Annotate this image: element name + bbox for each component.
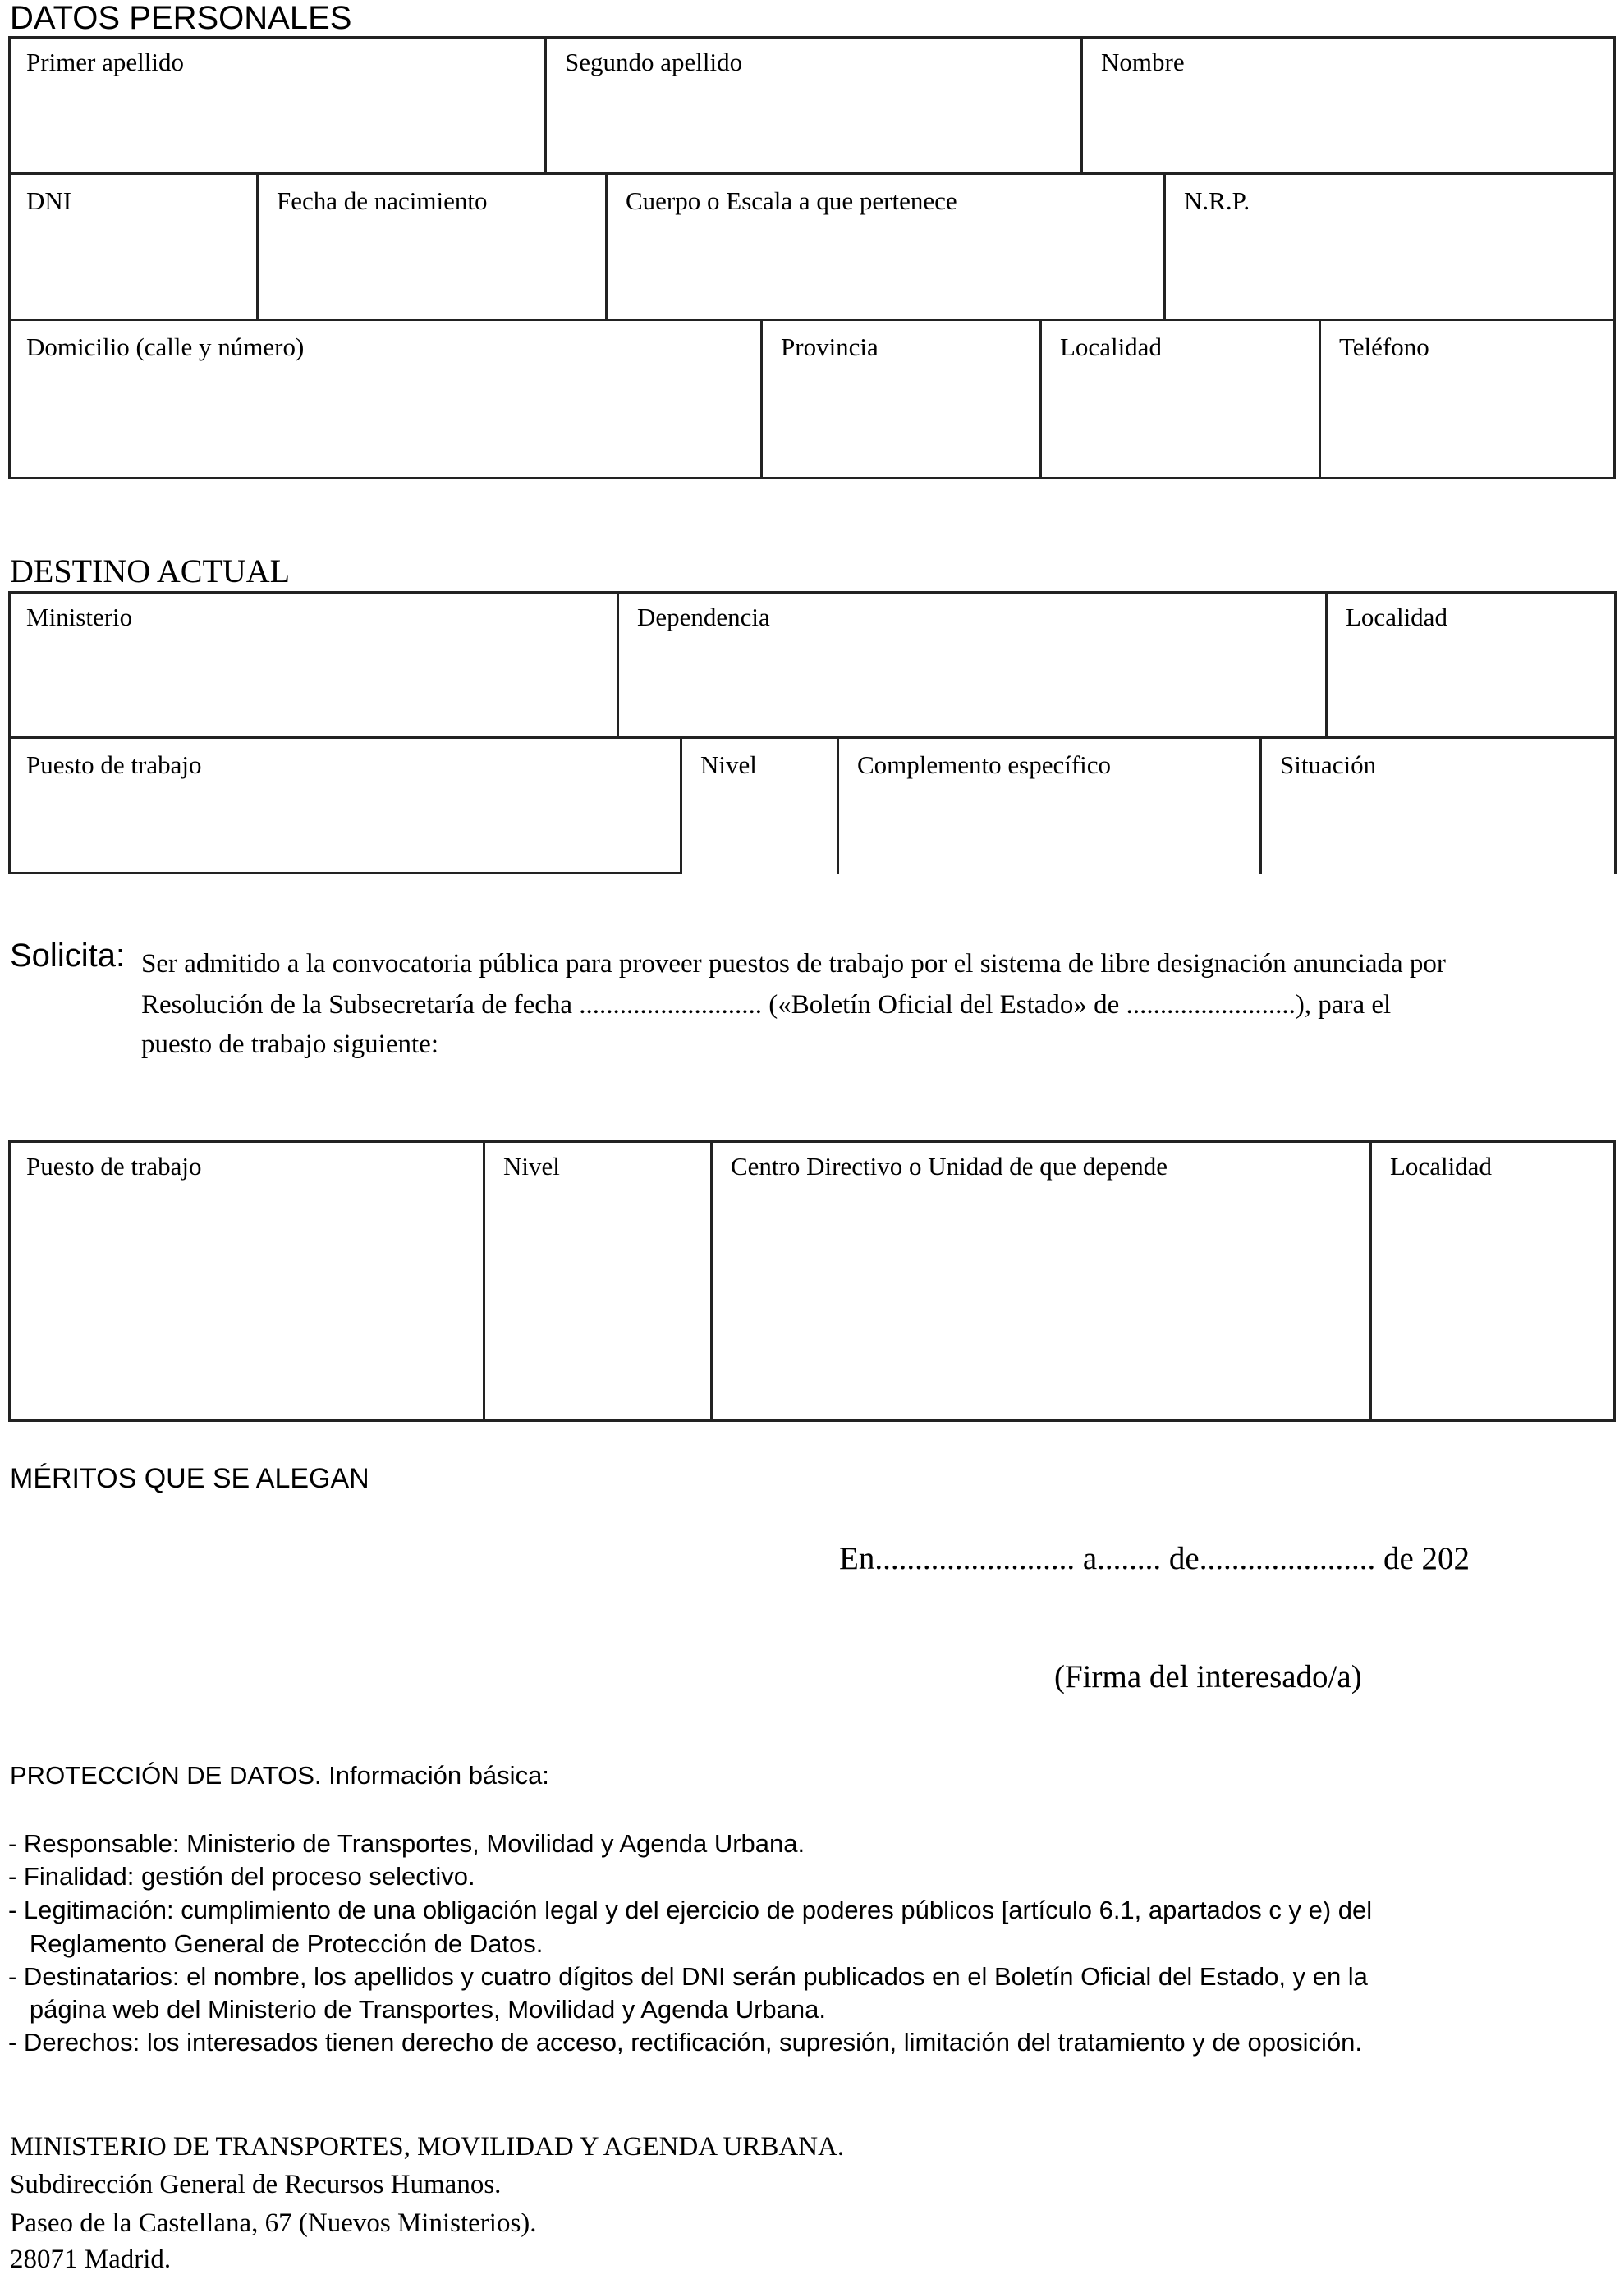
localidad-personal-label: Localidad <box>1060 332 1162 361</box>
complemento-input[interactable] <box>839 786 1259 874</box>
localidad-requested-label: Localidad <box>1390 1152 1492 1181</box>
nivel-requested-input[interactable] <box>485 1188 710 1422</box>
localidad-requested-cell <box>1369 1140 1616 1422</box>
cuerpo-input[interactable] <box>608 222 1163 319</box>
dependencia-input[interactable] <box>619 639 1336 739</box>
puesto-current-label: Puesto de trabajo <box>26 750 202 779</box>
dependencia-label: Dependencia <box>637 603 770 631</box>
personal-data-heading: DATOS PERSONALES <box>10 0 352 36</box>
nrp-label: N.R.P. <box>1184 186 1250 215</box>
complemento-label: Complemento específico <box>857 750 1112 779</box>
nivel-current-input[interactable] <box>682 786 837 874</box>
dni-label: DNI <box>26 186 72 215</box>
localidad-personal-input[interactable] <box>1042 369 1319 479</box>
provincia-label: Provincia <box>781 332 879 361</box>
puesto-current-input[interactable] <box>8 786 682 872</box>
puesto-requested-input[interactable] <box>8 1188 483 1422</box>
domicilio-label: Domicilio (calle y número) <box>26 332 305 361</box>
centro-label: Centro Directivo o Unidad de que depende <box>731 1152 1168 1181</box>
footer-ministry: MINISTERIO DE TRANSPORTES, MOVILIDAD Y AGENDA URBANA. <box>10 2132 845 2162</box>
puesto-requested-cell <box>8 1140 483 1422</box>
centro-cell <box>710 1140 1379 1422</box>
ministerio-cell <box>8 591 617 739</box>
fecha-nacimiento-label: Fecha de nacimiento <box>277 186 488 215</box>
personal-data-table <box>8 36 1616 479</box>
footer-address: Paseo de la Castellana, 67 (Nuevos Ministerios). <box>10 2208 537 2238</box>
cuerpo-cell <box>605 172 1163 319</box>
domicilio-input[interactable] <box>8 369 760 479</box>
nrp-input[interactable] <box>1166 222 1616 319</box>
nivel-requested-label: Nivel <box>503 1152 560 1181</box>
current-post-table <box>8 591 1614 874</box>
localidad-requested-input[interactable] <box>1372 1188 1616 1422</box>
merits-heading: MÉRITOS QUE SE ALEGAN <box>10 1463 369 1494</box>
cuerpo-label: Cuerpo o Escala a que pertenece <box>626 186 957 215</box>
nrp-cell <box>1163 172 1616 319</box>
primer-apellido-label: Primer apellido <box>26 48 184 76</box>
footer-city: 28071 Madrid. <box>10 2245 172 2274</box>
localidad-current-cell <box>1325 591 1617 739</box>
solicita-line-1: Ser admitido a la convocatoria pública para proveer puestos de trabajo por el sistema de libre designación anunciada por <box>141 949 1446 979</box>
situacion-cell <box>1259 736 1617 874</box>
data-protection-line: - Responsable: Ministerio de Transportes, Movilidad y Agenda Urbana. <box>8 1829 805 1858</box>
place-date-line: En......................... a........ de...................... de 202 <box>839 1541 1470 1576</box>
primer-apellido-cell <box>8 36 553 172</box>
data-protection-line: página web del Ministerio de Transportes, Movilidad y Agenda Urbana. <box>8 1995 827 2024</box>
fecha-nacimiento-cell <box>256 172 605 319</box>
provincia-cell <box>760 319 1039 479</box>
ministerio-input[interactable] <box>8 639 617 739</box>
data-protection-line: - Legitimación: cumplimiento de una obligación legal y del ejercicio de poderes públicos [artículo 6.1, apartados c y e) del <box>8 1896 1373 1924</box>
footer-subdirection: Subdirección General de Recursos Humanos. <box>10 2170 502 2199</box>
ministerio-label: Ministerio <box>26 603 133 631</box>
nombre-label: Nombre <box>1101 48 1185 76</box>
solicita-line-2: Resolución de la Subsecretaría de fecha ........................... («Boletín Oficial del Estado» de .........................), para el <box>141 990 1392 1020</box>
centro-input[interactable] <box>713 1188 1379 1422</box>
localidad-personal-cell <box>1039 319 1319 479</box>
situacion-label: Situación <box>1280 750 1377 779</box>
solicita-line-3: puesto de trabajo siguiente: <box>141 1029 438 1059</box>
data-protection-line: Reglamento General de Protección de Datos. <box>8 1929 544 1958</box>
data-protection-line: - Derechos: los interesados tienen derecho de acceso, rectificación, supresión, limitación del tratamiento y de oposición. <box>8 2028 1363 2057</box>
nombre-input[interactable] <box>1083 84 1616 172</box>
domicilio-cell <box>8 319 760 479</box>
provincia-input[interactable] <box>763 369 1039 479</box>
localidad-current-input[interactable] <box>1328 639 1614 739</box>
signature-caption: (Firma del interesado/a) <box>1054 1659 1362 1694</box>
data-protection-line: - Destinatarios: el nombre, los apellidos y cuatro dígitos del DNI serán publicados en el Boletín Oficial del Estado, y en la <box>8 1962 1368 1991</box>
fecha-nacimiento-input[interactable] <box>259 222 605 319</box>
primer-apellido-input[interactable] <box>8 84 553 172</box>
requested-post-table <box>8 1140 1616 1422</box>
puesto-current-cell <box>8 736 682 874</box>
situacion-input[interactable] <box>1262 786 1614 874</box>
segundo-apellido-input[interactable] <box>547 84 1080 172</box>
complemento-cell <box>837 736 1259 874</box>
dni-input[interactable] <box>8 222 256 319</box>
data-protection-line: - Finalidad: gestión del proceso selectivo. <box>8 1862 475 1891</box>
segundo-apellido-cell <box>544 36 1080 172</box>
telefono-label: Teléfono <box>1339 332 1429 361</box>
dni-cell <box>8 172 256 319</box>
nombre-cell <box>1080 36 1616 172</box>
nivel-current-cell <box>680 736 837 874</box>
localidad-current-label: Localidad <box>1346 603 1447 631</box>
nivel-requested-cell <box>483 1140 710 1422</box>
solicita-label: Solicita: <box>10 938 126 974</box>
telefono-input[interactable] <box>1321 369 1616 479</box>
segundo-apellido-label: Segundo apellido <box>565 48 743 76</box>
dependencia-cell <box>617 591 1336 739</box>
telefono-cell <box>1319 319 1616 479</box>
current-post-heading: DESTINO ACTUAL <box>10 553 291 589</box>
puesto-requested-label: Puesto de trabajo <box>26 1152 202 1181</box>
data-protection-heading: PROTECCIÓN DE DATOS. Información básica: <box>10 1761 549 1790</box>
nivel-current-label: Nivel <box>700 750 757 779</box>
